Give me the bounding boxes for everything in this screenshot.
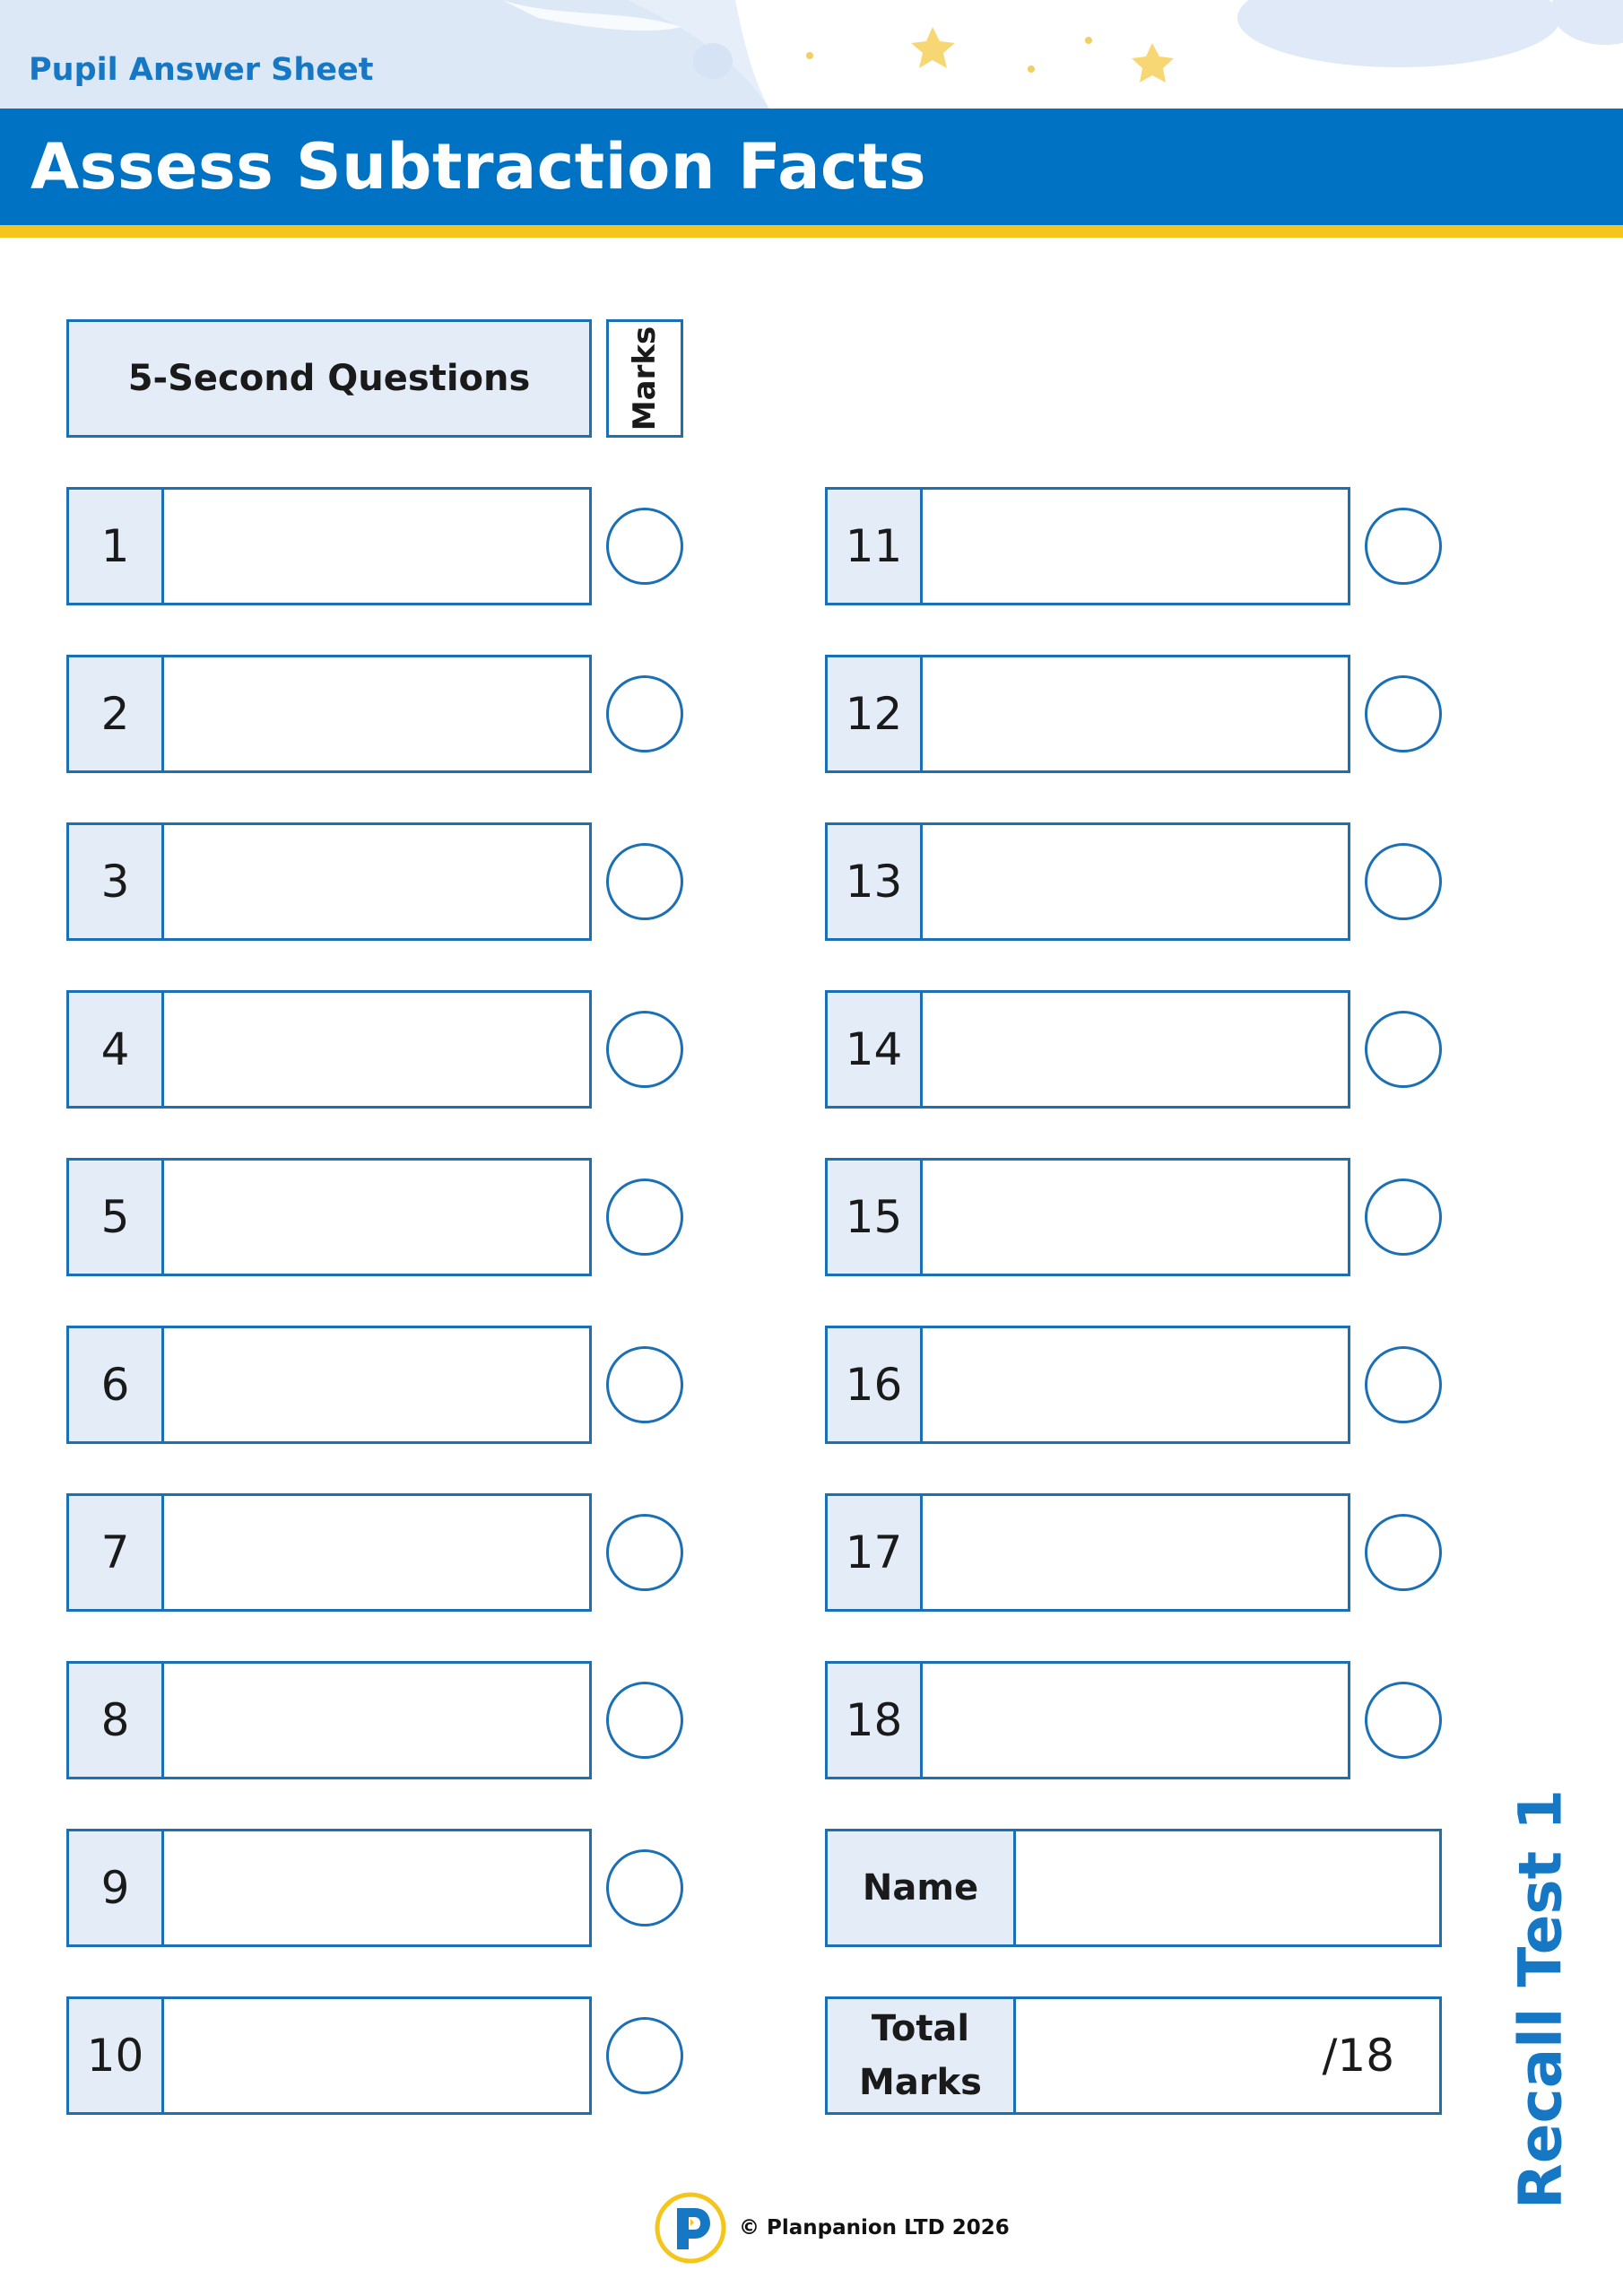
name-row <box>825 1829 1442 1947</box>
answer-row <box>66 990 592 1109</box>
answer-field[interactable] <box>923 490 1348 603</box>
answer-field[interactable] <box>164 1664 589 1777</box>
answer-field[interactable] <box>164 1161 589 1274</box>
planpanion-logo-icon <box>655 2192 726 2264</box>
answer-field[interactable] <box>164 993 589 1106</box>
answer-field[interactable] <box>923 825 1348 938</box>
question-number: 13 <box>828 825 923 938</box>
total-marks-row <box>825 1996 1442 2115</box>
question-number: 12 <box>828 657 923 770</box>
question-number: 8 <box>69 1664 164 1777</box>
answer-row <box>825 1326 1350 1444</box>
total-marks-field[interactable] <box>1016 1999 1439 2112</box>
question-number: 18 <box>828 1664 923 1777</box>
question-number: 11 <box>828 490 923 603</box>
mark-circle[interactable] <box>1365 1011 1442 1088</box>
total-label-line2: Marks <box>859 2062 982 2103</box>
question-number: 10 <box>69 1999 164 2112</box>
answer-field[interactable] <box>923 1664 1348 1777</box>
mark-circle[interactable] <box>606 1346 683 1423</box>
questions-header-label: 5-Second Questions <box>127 358 531 399</box>
name-label: Name <box>828 1831 1016 1944</box>
mark-circle[interactable] <box>1365 1682 1442 1759</box>
sheet-kicker: Pupil Answer Sheet <box>29 52 374 88</box>
side-title <box>1505 1788 1576 2210</box>
answer-row <box>825 1661 1350 1779</box>
answer-field[interactable] <box>923 1328 1348 1441</box>
question-number: 16 <box>828 1328 923 1441</box>
answer-row <box>66 1326 592 1444</box>
mark-circle[interactable] <box>606 843 683 920</box>
question-number: 14 <box>828 993 923 1106</box>
answer-row <box>66 1493 592 1612</box>
mark-circle[interactable] <box>1365 1178 1442 1256</box>
question-number: 3 <box>69 825 164 938</box>
answer-field[interactable] <box>164 1831 589 1944</box>
total-label-line1: Total <box>871 2008 970 2049</box>
footer <box>655 2192 1010 2264</box>
mark-circle[interactable] <box>1365 1346 1442 1423</box>
answer-row <box>66 1829 592 1947</box>
question-number: 15 <box>828 1161 923 1274</box>
marks-header <box>606 319 683 438</box>
side-title-text: Recall Test 1 <box>1506 1788 1575 2210</box>
answer-row <box>825 487 1350 605</box>
question-number: 2 <box>69 657 164 770</box>
answer-row <box>66 487 592 605</box>
total-marks-suffix: /18 <box>1322 2030 1394 2082</box>
answer-field[interactable] <box>164 657 589 770</box>
mark-circle[interactable] <box>606 1682 683 1759</box>
answer-field[interactable] <box>923 1161 1348 1274</box>
title-accent-stripe <box>0 225 1623 238</box>
mark-circle[interactable] <box>1365 843 1442 920</box>
answer-field[interactable] <box>923 1496 1348 1609</box>
copyright-text: © Planpanion LTD 2026 <box>739 2216 1010 2239</box>
total-marks-label <box>828 1999 1016 2112</box>
answer-row <box>825 1158 1350 1276</box>
mark-circle[interactable] <box>1365 508 1442 585</box>
answer-row <box>66 822 592 941</box>
answer-field[interactable] <box>164 825 589 938</box>
mark-circle[interactable] <box>1365 675 1442 752</box>
question-number: 7 <box>69 1496 164 1609</box>
question-number: 4 <box>69 993 164 1106</box>
mark-circle[interactable] <box>606 1849 683 1926</box>
mark-circle[interactable] <box>606 508 683 585</box>
mark-circle[interactable] <box>606 1011 683 1088</box>
answer-field[interactable] <box>164 490 589 603</box>
question-number: 1 <box>69 490 164 603</box>
question-number: 17 <box>828 1496 923 1609</box>
mark-circle[interactable] <box>606 675 683 752</box>
answer-row <box>825 655 1350 773</box>
marks-header-label: Marks <box>627 326 663 431</box>
question-number: 6 <box>69 1328 164 1441</box>
mark-circle[interactable] <box>606 1178 683 1256</box>
mark-circle[interactable] <box>606 2017 683 2094</box>
answer-field[interactable] <box>923 993 1348 1106</box>
answer-row <box>825 1493 1350 1612</box>
answer-row <box>66 1158 592 1276</box>
answer-row <box>66 655 592 773</box>
question-number: 5 <box>69 1161 164 1274</box>
question-number: 9 <box>69 1831 164 1944</box>
mark-circle[interactable] <box>1365 1514 1442 1591</box>
mark-circle[interactable] <box>606 1514 683 1591</box>
page-title: Assess Subtraction Facts <box>30 130 927 204</box>
answer-row <box>66 1996 592 2115</box>
answer-field[interactable] <box>164 1999 589 2112</box>
answer-field[interactable] <box>164 1328 589 1441</box>
answer-row <box>825 990 1350 1109</box>
answer-row <box>825 822 1350 941</box>
answer-field[interactable] <box>164 1496 589 1609</box>
answer-row <box>66 1661 592 1779</box>
answer-field[interactable] <box>923 657 1348 770</box>
questions-header <box>66 319 592 438</box>
name-field[interactable] <box>1016 1831 1439 1944</box>
